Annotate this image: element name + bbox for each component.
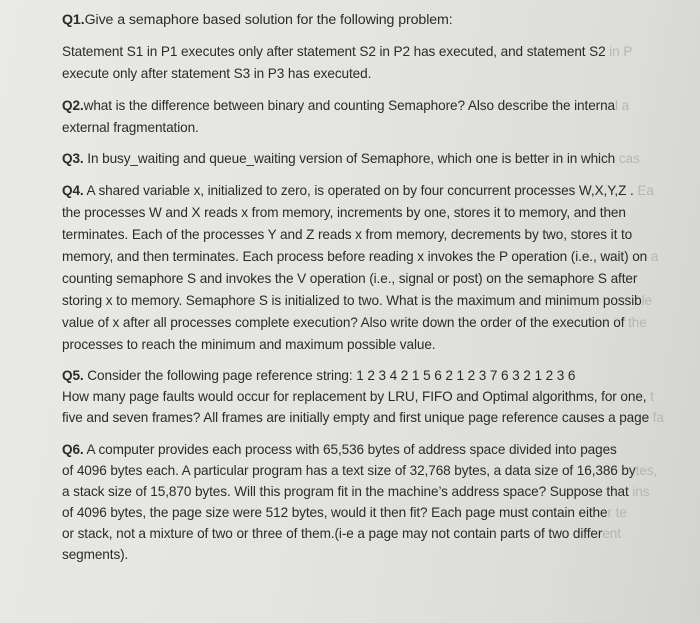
q6-line: Q6. A computer provides each process with 65,536 bytes of address space divided into pages: [62, 442, 617, 457]
q5-line: How many page faults would occur for replacement by LRU, FIFO and Optimal algorithms, for one, t: [62, 389, 654, 404]
q4-line: storing x to memory. Semaphore S is initialized to two. What is the maximum and minimum possible: [62, 293, 653, 308]
q3-line: Q3. In busy_waiting and queue_waiting version of Semaphore, which one is better in in which cas: [62, 151, 640, 166]
q1-line: Statement S1 in P1 executes only after statement S2 in P2 has executed, and statement S2 in P: [62, 44, 633, 59]
q2-line: Q2.what is the difference between binary and counting Semaphore? Also describe the internal a: [62, 98, 630, 113]
q4-line: memory, and then terminates. Each process before reading x invokes the P operation (i.e., wait) on a: [62, 249, 659, 264]
q2-line: external fragmentation.: [62, 120, 199, 135]
page-reference-string: 1 2 3 4 2 1 5 6 2 1 2 3 7 6 3 2 1 2 3 6: [356, 368, 576, 383]
q6-line: a stack size of 15,870 bytes. Will this program fit in the machine’s address space? Suppose that ins: [62, 484, 650, 499]
q4-line: processes to reach the minimum and maximum possible value.: [62, 337, 436, 352]
q6-line: of 4096 bytes each. A particular program has a text size of 32,768 bytes, a data size of 16,386 bytes,: [62, 463, 658, 478]
q4-line: value of x after all processes complete execution? Also write down the order of the execution of the: [62, 315, 647, 330]
q4-line: terminates. Each of the processes Y and Z reads x from memory, decrements by two, stores it to: [62, 227, 633, 242]
q1-line: execute only after statement S3 in P3 has executed.: [62, 66, 372, 81]
q6-line: of 4096 bytes, the page size were 512 bytes, would it then fit? Each page must contain either te: [62, 505, 627, 520]
q4-line: the processes W and X reads x from memory, increments by one, stores it to memory, and then: [62, 205, 626, 220]
q4-line: counting semaphore S and invokes the V operation (i.e., signal or post) on the semaphore S after: [62, 271, 638, 286]
q4-line: Q4. A shared variable x, initialized to zero, is operated on by four concurrent processes W,X,Y,Z . Ea: [62, 183, 654, 198]
q6-line: segments).: [62, 547, 129, 562]
q6-line: or stack, not a mixture of two or three of them.(i-e a page may not contain parts of two different: [62, 526, 621, 541]
q1-heading: Q1.Give a semaphore based solution for the following problem:: [62, 12, 453, 28]
q5-line: five and seven frames? All frames are initially empty and first unique page reference causes a page fa: [62, 410, 664, 425]
q5-line: Q5. Consider the following page reference string: 1 2 3 4 2 1 5 6 2 1 2 3 7 6 3 2 1 2 3 6: [62, 368, 576, 383]
